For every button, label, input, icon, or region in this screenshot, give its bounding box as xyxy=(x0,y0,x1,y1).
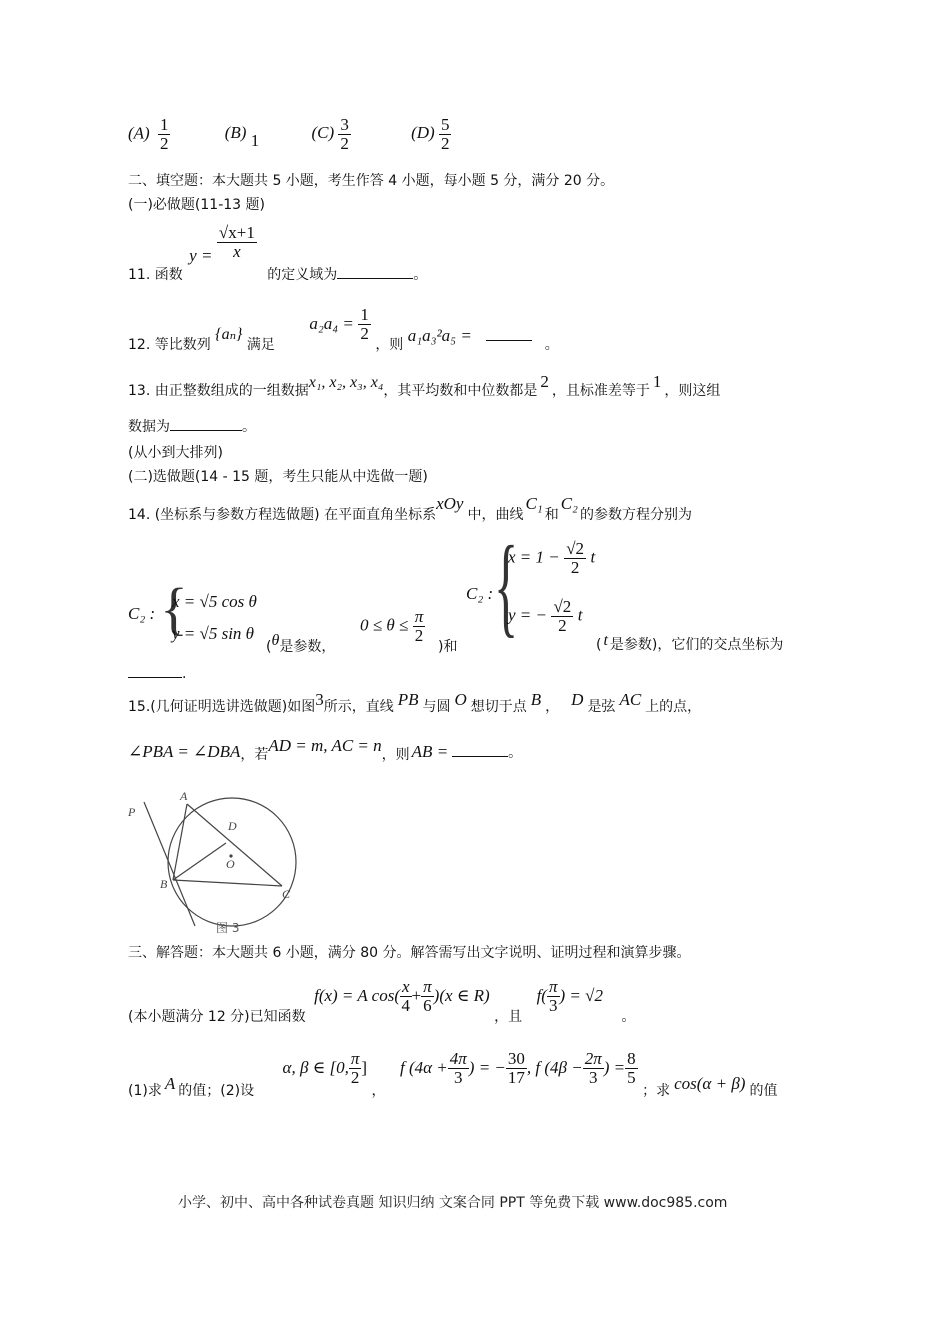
segment-bd xyxy=(173,843,226,880)
segment-bc xyxy=(173,880,282,886)
curve1-x: x = √5 cos θ xyxy=(172,592,257,611)
option-b-label: (B) xyxy=(224,123,247,143)
q13-answer-blank[interactable] xyxy=(170,430,242,431)
option-c-value: $\frac{3}{2}$ xyxy=(340,115,349,153)
theta-range: 0 ≤ θ ≤ $\frac{\pi}{2}$ xyxy=(360,607,424,645)
question-15: 15.(几何证明选讲选做题)如图3所示，直线 PB 与圆 O 想切于点 B ， D 是弦 AC 上的点， xyxy=(128,690,702,715)
required-heading: (一)必做题(11-13 题) xyxy=(128,197,265,213)
question-13: 13. 由正整数组成的一组数据x₁, x₂, x₃, x₄，其平均数和中位数都是 2 ，且标准差等于 1 ，则这组 xyxy=(128,372,721,399)
label-p: P xyxy=(128,805,136,819)
option-a-value: $\frac{1}{2}$ xyxy=(159,115,169,153)
option-d-label: (D) xyxy=(411,123,435,143)
curve1-param-note: (θ是参数， xyxy=(266,632,336,655)
curve2-name: C₂ : xyxy=(466,584,494,603)
question-14: 14. (坐标系与参数方程选做题) 在平面直角坐标系xOy中，曲线C₁和C₂的参数方程分别为 xyxy=(128,494,692,523)
figure-3 xyxy=(122,792,308,940)
question-13-note: (从小到大排列) xyxy=(128,445,223,461)
curve2-x: x = 1 − $\frac{√2}{2}$ t xyxy=(508,539,596,577)
curve2-brace: { xyxy=(494,524,519,648)
question-16-parts: (1)求 A 的值；(2)设 α, β ∈ [0, $\frac{\pi}{2}$ ] ， f (4α + $\frac{4\pi}{3}$ ) = − $\frac{30}{17}$ , f (4β − $\frac{2\pi}{3}$ ) = $\frac{8}{5}$ ；求 cos(α + β) 的值 xyxy=(128,1049,778,1099)
segment-ba xyxy=(173,804,187,880)
question-13-line2: 数据为 。 xyxy=(128,419,256,435)
q14-answer: . xyxy=(128,666,186,682)
option-a-label: (A) xyxy=(128,123,150,143)
section3-title: 三、解答题：本大题共 6 小题，满分 80 分。解答需写出文字说明、证明过程和演算步骤。 xyxy=(128,945,691,961)
curve2-param-note: ( t 是参数)，它们的交点坐标为 xyxy=(596,632,784,653)
curve1-y: y = √5 sin θ xyxy=(172,624,255,643)
segment-ac xyxy=(187,804,282,886)
curve2-y: y = − $\frac{√2}{2}$ t xyxy=(508,597,583,635)
q15-answer-blank[interactable] xyxy=(452,756,508,757)
question-11: 11. 函数 y = $\frac{√x+1}{x}$ 的定义域为 。 xyxy=(128,223,428,283)
question-16: (本小题满分 12 分)已知函数 f(x) = A cos( $\frac{x}{4}$ + $\frac{\pi}{6}$ )(x ∈ R) ，且 f( $\frac{\pi}{3}$ ) = √2 。 xyxy=(128,977,636,1025)
question-12: 12. 等比数列 {aₙ} 满足 a₂a₄ = $\frac{1}{2}$ ，则 a₁a₃²a₅ = 。 xyxy=(128,305,559,353)
label-o: O xyxy=(226,857,235,871)
options-row xyxy=(128,116,451,153)
label-c: C xyxy=(282,887,291,901)
curve1-close: )和 xyxy=(438,639,458,655)
q12-answer-blank[interactable] xyxy=(486,340,532,341)
tangent-line-pb xyxy=(144,802,195,926)
page-footer: 小学、初中、高中各种试卷真题 知识归纳 文案合同 PPT 等免费下载 www.doc985.com xyxy=(178,1195,728,1211)
section2-title: 二、填空题：本大题共 5 小题，考生作答 4 小题，每小题 5 分，满分 20 分。 xyxy=(128,173,615,189)
optional-heading: (二)选做题(14 - 15 题，考生只能从中选做一题) xyxy=(128,469,428,485)
option-d-value: $\frac{5}{2}$ xyxy=(440,115,450,153)
label-b: B xyxy=(160,877,168,891)
q14-answer-blank[interactable] xyxy=(128,677,182,678)
question-15-line2: ∠PBA = ∠DBA，若AD = m, AC = n，则 AB = 。 xyxy=(128,736,523,763)
label-d: D xyxy=(228,819,237,833)
figure-caption: 图 3 xyxy=(216,921,240,935)
option-c-label: (C) xyxy=(311,123,335,143)
curve1-brace: { xyxy=(160,576,188,641)
label-a: A xyxy=(180,792,188,803)
curve1-name: C₂ : xyxy=(128,604,156,623)
option-b-value: 1 xyxy=(250,131,260,151)
q11-fraction: $\frac{√x+1}{x}$ xyxy=(218,223,255,261)
q11-answer-blank[interactable] xyxy=(337,278,413,279)
